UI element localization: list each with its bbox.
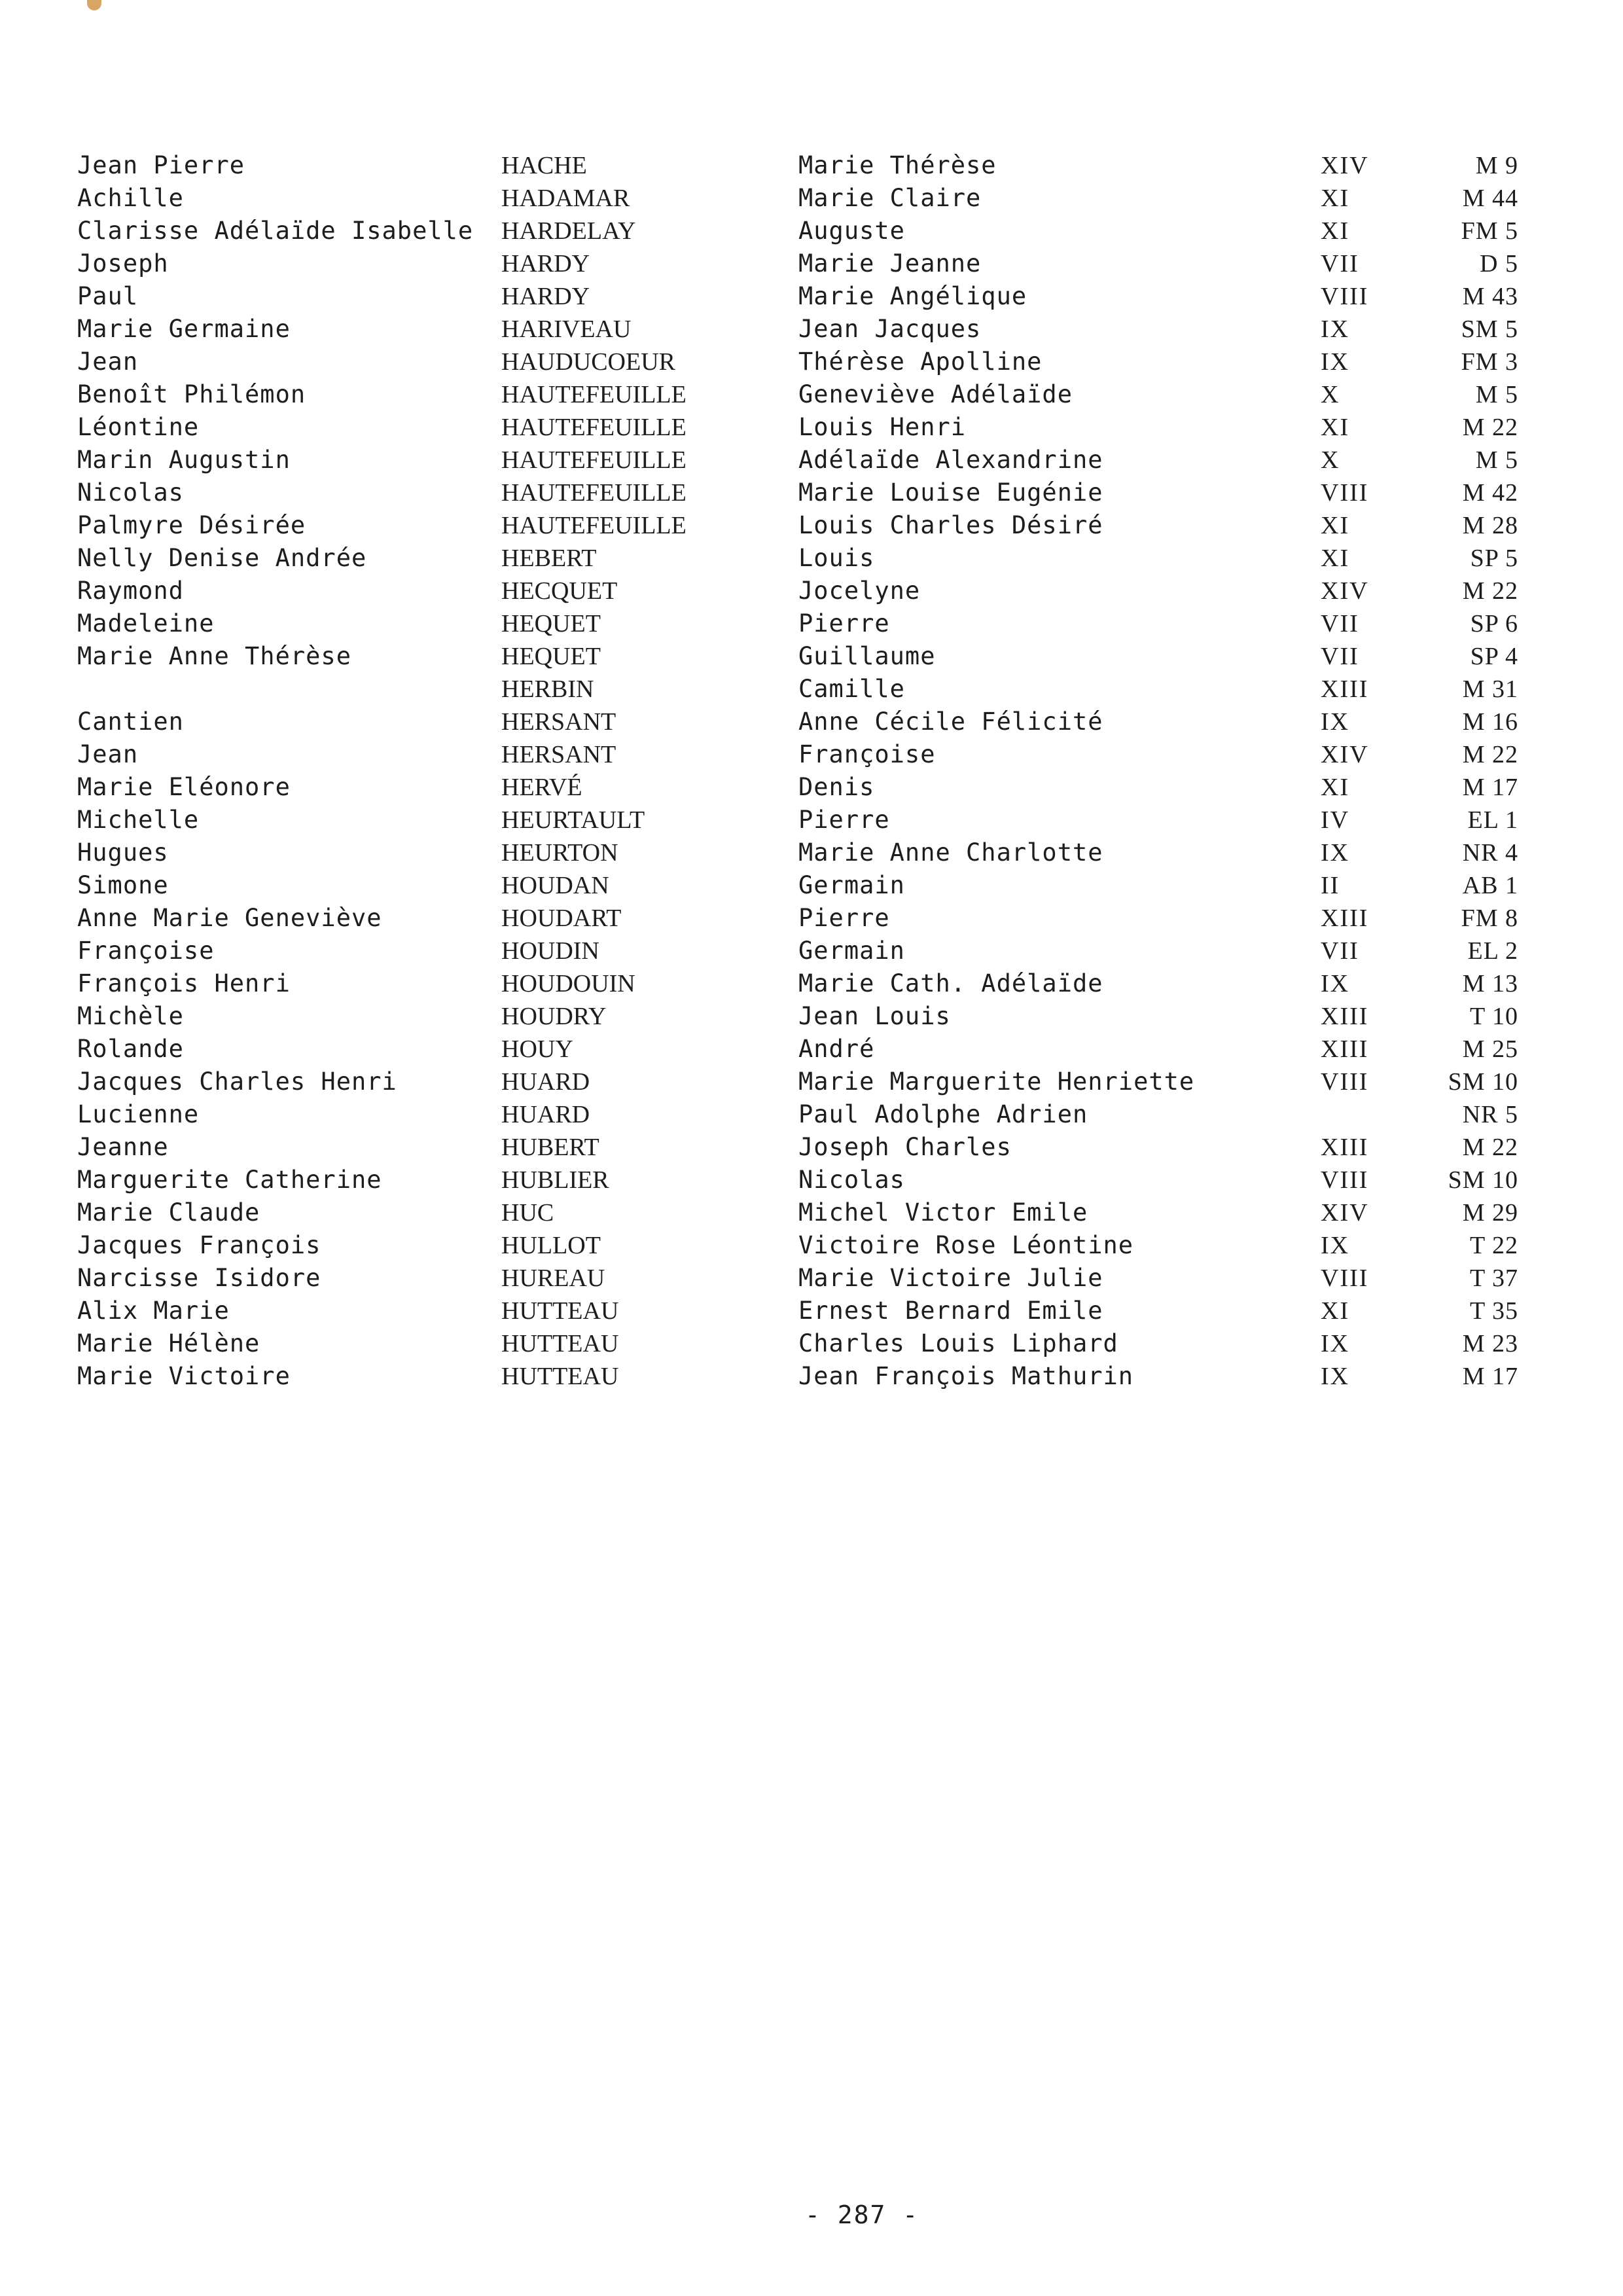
section-number: VII <box>1321 643 1359 670</box>
section-number: VIII <box>1321 479 1369 507</box>
surname: HUREAU <box>501 1265 605 1292</box>
registry-row <box>0 1295 1623 1327</box>
surname: HAUTEFEUILLE <box>501 414 687 441</box>
plot-code: SM 10 <box>1448 1166 1518 1194</box>
registry-row <box>0 378 1623 411</box>
registry-row <box>0 542 1623 575</box>
surname: HUARD <box>501 1068 590 1096</box>
plot-code: M 43 <box>1462 283 1518 310</box>
spouse-given-names: Thérèse Apolline <box>798 348 1043 376</box>
plot-code: M 9 <box>1475 152 1518 179</box>
registry-row <box>0 738 1623 771</box>
registry-row <box>0 771 1623 804</box>
plot-code: M 22 <box>1462 1134 1518 1161</box>
surname: HARDY <box>501 283 590 310</box>
given-names: François Henri <box>77 969 291 997</box>
surname: HOUY <box>501 1035 573 1063</box>
registry-row <box>0 673 1623 706</box>
page-number: - 287 - <box>805 2200 919 2229</box>
section-number: XI <box>1321 1297 1350 1325</box>
section-number: IX <box>1321 348 1350 376</box>
section-number: IX <box>1321 708 1350 736</box>
registry-row <box>0 346 1623 378</box>
section-number: XI <box>1321 185 1350 212</box>
plot-code: NR 4 <box>1462 839 1518 867</box>
surname: HERBIN <box>501 675 594 703</box>
surname: HUBERT <box>501 1134 599 1161</box>
given-names: Françoise <box>77 937 215 965</box>
section-number: XIII <box>1321 675 1369 703</box>
given-names: Clarisse Adélaïde Isabelle <box>77 217 474 245</box>
spouse-given-names: Auguste <box>798 217 905 245</box>
given-names: Jean Pierre <box>77 151 245 179</box>
registry-row <box>0 280 1623 313</box>
spouse-given-names: Nicolas <box>798 1166 905 1194</box>
surname: HAUTEFEUILLE <box>501 446 687 474</box>
given-names: Marguerite Catherine <box>77 1166 382 1194</box>
section-number: XIII <box>1321 905 1369 932</box>
given-names: Alix Marie <box>77 1297 230 1325</box>
given-names: Michèle <box>77 1002 184 1030</box>
plot-code: M 28 <box>1462 512 1518 539</box>
section-number: IX <box>1321 315 1350 343</box>
registry-row <box>0 869 1623 902</box>
plot-code: M 22 <box>1462 577 1518 605</box>
surname: HUTTEAU <box>501 1330 619 1357</box>
surname: HEQUET <box>501 643 601 670</box>
spouse-given-names: Jean Louis <box>798 1002 951 1030</box>
surname: HEURTON <box>501 839 618 867</box>
section-number: IX <box>1321 1232 1350 1259</box>
plot-code: M 25 <box>1462 1035 1518 1063</box>
given-names: Marie Victoire <box>77 1362 291 1390</box>
surname: HERVÉ <box>501 774 582 801</box>
registry-row <box>0 1131 1623 1164</box>
given-names: Lucienne <box>77 1100 200 1128</box>
given-names: Michelle <box>77 806 200 834</box>
registry-row <box>0 607 1623 640</box>
plot-code: T 35 <box>1469 1297 1518 1325</box>
spouse-given-names: Adélaïde Alexandrine <box>798 446 1103 474</box>
registry-row <box>0 935 1623 967</box>
plot-code: T 37 <box>1469 1265 1518 1292</box>
section-number: XIII <box>1321 1134 1369 1161</box>
section-number: X <box>1321 446 1340 474</box>
plot-code: EL 1 <box>1467 806 1518 834</box>
surname: HEURTAULT <box>501 806 645 834</box>
plot-code: M 31 <box>1462 675 1518 703</box>
section-number: X <box>1321 381 1340 408</box>
surname: HEBERT <box>501 545 597 572</box>
spouse-given-names: Pierre <box>798 609 890 637</box>
given-names: Anne Marie Geneviève <box>77 904 382 932</box>
surname: HARDELAY <box>501 217 636 245</box>
spouse-given-names: Louis Henri <box>798 413 967 441</box>
given-names: Achille <box>77 184 184 212</box>
given-names: Paul <box>77 282 139 310</box>
surname: HOUDIN <box>501 937 599 965</box>
given-names: Jacques François <box>77 1231 321 1259</box>
given-names: Marin Augustin <box>77 446 291 474</box>
spouse-given-names: Victoire Rose Léontine <box>798 1231 1134 1259</box>
given-names: Jacques Charles Henri <box>77 1067 397 1096</box>
surname: HACHE <box>501 152 587 179</box>
section-number: VII <box>1321 250 1359 278</box>
plot-code: M 17 <box>1462 774 1518 801</box>
section-number: XI <box>1321 545 1350 572</box>
spouse-given-names: Jocelyne <box>798 577 921 605</box>
ink-stain <box>87 0 101 10</box>
given-names: Rolande <box>77 1035 184 1063</box>
plot-code: M 5 <box>1475 381 1518 408</box>
surname: HOUDAN <box>501 872 609 899</box>
section-number: IX <box>1321 839 1350 867</box>
given-names: Palmyre Désirée <box>77 511 306 539</box>
registry-row <box>0 313 1623 346</box>
section-number: XI <box>1321 414 1350 441</box>
plot-code: M 16 <box>1462 708 1518 736</box>
plot-code: FM 3 <box>1461 348 1518 376</box>
spouse-given-names: Louis <box>798 544 875 572</box>
plot-code: SP 5 <box>1470 545 1518 572</box>
spouse-given-names: Jean François Mathurin <box>798 1362 1134 1390</box>
spouse-given-names: Denis <box>798 773 875 801</box>
surname: HARIVEAU <box>501 315 632 343</box>
registry-row <box>0 247 1623 280</box>
spouse-given-names: Pierre <box>798 904 890 932</box>
spouse-given-names: Marie Angélique <box>798 282 1027 310</box>
spouse-given-names: Marie Claire <box>798 184 982 212</box>
registry-row <box>0 575 1623 607</box>
spouse-given-names: Michel Victor Emile <box>798 1198 1088 1227</box>
given-names: Nicolas <box>77 478 184 507</box>
registry-row <box>0 509 1623 542</box>
registry-row <box>0 1229 1623 1262</box>
plot-code: T 10 <box>1469 1003 1518 1030</box>
surname: HAUTEFEUILLE <box>501 512 687 539</box>
registry-row <box>0 411 1623 444</box>
spouse-given-names: Marie Victoire Julie <box>798 1264 1103 1292</box>
given-names: Joseph <box>77 249 169 278</box>
surname: HAUTEFEUILLE <box>501 381 687 408</box>
plot-code: NR 5 <box>1462 1101 1518 1128</box>
registry-row <box>0 902 1623 935</box>
section-number: VIII <box>1321 1068 1369 1096</box>
spouse-given-names: Marie Jeanne <box>798 249 982 278</box>
surname: HUTTEAU <box>501 1363 619 1390</box>
spouse-given-names: Germain <box>798 937 905 965</box>
plot-code: M 22 <box>1462 414 1518 441</box>
section-number: XIII <box>1321 1003 1369 1030</box>
registry-row <box>0 804 1623 836</box>
given-names: Benoît Philémon <box>77 380 306 408</box>
surname: HOUDOUIN <box>501 970 635 997</box>
section-number: XI <box>1321 774 1350 801</box>
spouse-given-names: Marie Thérèse <box>798 151 997 179</box>
given-names: Narcisse Isidore <box>77 1264 321 1292</box>
section-number: IX <box>1321 1363 1350 1390</box>
spouse-given-names: Françoise <box>798 740 936 768</box>
section-number: IX <box>1321 970 1350 997</box>
spouse-given-names: Pierre <box>798 806 890 834</box>
section-number: IV <box>1321 806 1350 834</box>
given-names: Raymond <box>77 577 184 605</box>
registry-row <box>0 706 1623 738</box>
plot-code: M 5 <box>1475 446 1518 474</box>
spouse-given-names: Marie Anne Charlotte <box>798 838 1103 867</box>
plot-code: SP 6 <box>1470 610 1518 637</box>
surname: HUTTEAU <box>501 1297 619 1325</box>
surname: HECQUET <box>501 577 618 605</box>
surname: HERSANT <box>501 741 616 768</box>
registry-row <box>0 1262 1623 1295</box>
spouse-given-names: André <box>798 1035 875 1063</box>
plot-code: M 29 <box>1462 1199 1518 1227</box>
plot-code: M 42 <box>1462 479 1518 507</box>
plot-code: SP 4 <box>1470 643 1518 670</box>
registry-row <box>0 215 1623 247</box>
registry-row <box>0 444 1623 476</box>
surname: HAUTEFEUILLE <box>501 479 687 507</box>
spouse-given-names: Ernest Bernard Emile <box>798 1297 1103 1325</box>
registry-row <box>0 149 1623 182</box>
section-number: II <box>1321 872 1340 899</box>
registry-row <box>0 182 1623 215</box>
section-number: IX <box>1321 1330 1350 1357</box>
section-number: VIII <box>1321 1166 1369 1194</box>
given-names: Marie Anne Thérèse <box>77 642 351 670</box>
surname: HOUDRY <box>501 1003 607 1030</box>
plot-code: M 22 <box>1462 741 1518 768</box>
section-number: XIV <box>1321 577 1369 605</box>
spouse-given-names: Jean Jacques <box>798 315 982 343</box>
surname: HUBLIER <box>501 1166 609 1194</box>
surname: HOUDART <box>501 905 622 932</box>
registry-list <box>0 149 1623 1393</box>
given-names: Léontine <box>77 413 200 441</box>
section-number: VII <box>1321 610 1359 637</box>
section-number: XI <box>1321 512 1350 539</box>
plot-code: AB 1 <box>1462 872 1518 899</box>
spouse-given-names: Marie Cath. Adélaïde <box>798 969 1103 997</box>
surname: HUC <box>501 1199 554 1227</box>
section-number: XI <box>1321 217 1350 245</box>
spouse-given-names: Camille <box>798 675 905 703</box>
spouse-given-names: Marie Louise Eugénie <box>798 478 1103 507</box>
given-names: Madeleine <box>77 609 215 637</box>
registry-row <box>0 1098 1623 1131</box>
spouse-given-names: Guillaume <box>798 642 936 670</box>
spouse-given-names: Louis Charles Désiré <box>798 511 1103 539</box>
section-number: XIV <box>1321 1199 1369 1227</box>
surname: HARDY <box>501 250 590 278</box>
spouse-given-names: Germain <box>798 871 905 899</box>
registry-row <box>0 1033 1623 1066</box>
plot-code: FM 8 <box>1461 905 1518 932</box>
given-names: Jeanne <box>77 1133 169 1161</box>
section-number: XIII <box>1321 1035 1369 1063</box>
spouse-given-names: Joseph Charles <box>798 1133 1012 1161</box>
surname: HUARD <box>501 1101 590 1128</box>
registry-row <box>0 836 1623 869</box>
section-number: VIII <box>1321 283 1369 310</box>
given-names: Jean <box>77 740 139 768</box>
plot-code: M 17 <box>1462 1363 1518 1390</box>
section-number: VIII <box>1321 1265 1369 1292</box>
registry-row <box>0 1196 1623 1229</box>
given-names: Hugues <box>77 838 169 867</box>
spouse-given-names: Anne Cécile Félicité <box>798 708 1103 736</box>
registry-row <box>0 967 1623 1000</box>
registry-row <box>0 1000 1623 1033</box>
section-number: XIV <box>1321 741 1369 768</box>
spouse-given-names: Marie Marguerite Henriette <box>798 1067 1195 1096</box>
plot-code: T 22 <box>1469 1232 1518 1259</box>
given-names: Marie Hélène <box>77 1329 260 1357</box>
plot-code: D 5 <box>1480 250 1518 278</box>
plot-code: M 13 <box>1462 970 1518 997</box>
given-names: Cantien <box>77 708 184 736</box>
registry-row <box>0 640 1623 673</box>
given-names: Marie Eléonore <box>77 773 291 801</box>
given-names: Jean <box>77 348 139 376</box>
given-names: Marie Claude <box>77 1198 260 1227</box>
plot-code: M 44 <box>1462 185 1518 212</box>
surname: HADAMAR <box>501 185 630 212</box>
spouse-given-names: Paul Adolphe Adrien <box>798 1100 1088 1128</box>
registry-row <box>0 1360 1623 1393</box>
section-number: VII <box>1321 937 1359 965</box>
registry-row <box>0 476 1623 509</box>
spouse-given-names: Charles Louis Liphard <box>798 1329 1118 1357</box>
given-names: Marie Germaine <box>77 315 291 343</box>
registry-row <box>0 1327 1623 1360</box>
plot-code: M 23 <box>1462 1330 1518 1357</box>
given-names: Nelly Denise Andrée <box>77 544 367 572</box>
spouse-given-names: Geneviève Adélaïde <box>798 380 1073 408</box>
surname: HEQUET <box>501 610 601 637</box>
surname: HULLOT <box>501 1232 601 1259</box>
plot-code: SM 5 <box>1461 315 1518 343</box>
plot-code: FM 5 <box>1461 217 1518 245</box>
surname: HERSANT <box>501 708 616 736</box>
plot-code: EL 2 <box>1467 937 1518 965</box>
plot-code: SM 10 <box>1448 1068 1518 1096</box>
registry-row <box>0 1066 1623 1098</box>
surname: HAUDUCOEUR <box>501 348 675 376</box>
section-number: XIV <box>1321 152 1369 179</box>
given-names: Simone <box>77 871 169 899</box>
registry-row <box>0 1164 1623 1196</box>
